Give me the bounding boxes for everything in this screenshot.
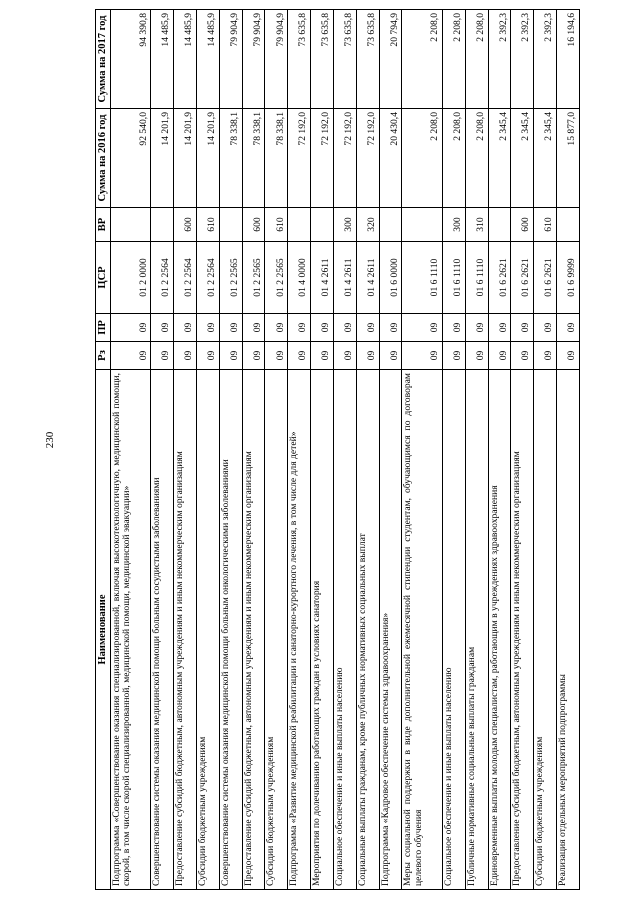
cell-name: Единовременные выплаты молодым специалистам, работающим в учреждениях здравоохранения: [488, 370, 511, 890]
table-row: [110, 10, 151, 890]
cell-sum-2017: 73 635,8: [356, 10, 379, 109]
table-row: [511, 10, 534, 890]
cell-sum-2016: 2 208,0: [402, 109, 443, 208]
table-row: [442, 10, 465, 890]
cell-rz: 09: [402, 342, 443, 370]
cell-sum-2017: 14 485,9: [151, 10, 174, 109]
cell-name: Подпрограмма «Развитие медицинской реабилитации и санаторно-курортного лечения, в том числе для детей»: [288, 370, 311, 890]
cell-vr: 600: [511, 208, 534, 242]
cell-rz: 09: [197, 342, 220, 370]
cell-name: Реализация отдельных мероприятий подпрограммы: [557, 370, 580, 890]
cell-rz: 09: [534, 342, 557, 370]
cell-csr: 01 6 9999: [557, 242, 580, 314]
cell-vr: [379, 208, 402, 242]
cell-sum-2016: 72 192,0: [288, 109, 311, 208]
cell-sum-2017: 2 392,3: [534, 10, 557, 109]
table-row: [311, 10, 334, 890]
cell-vr: [219, 208, 242, 242]
cell-pr: 09: [442, 314, 465, 342]
cell-vr: 610: [265, 208, 288, 242]
cell-sum-2017: 16 194,6: [557, 10, 580, 109]
table-row: [219, 10, 242, 890]
cell-vr: 610: [197, 208, 220, 242]
budget-table: [95, 9, 580, 890]
cell-sum-2017: 79 904,9: [265, 10, 288, 109]
cell-vr: 600: [174, 208, 197, 242]
cell-rz: 09: [219, 342, 242, 370]
cell-sum-2016: 2 208,0: [465, 109, 488, 208]
cell-name: Мероприятия по долечиванию работающих граждан в условиях санатория: [311, 370, 334, 890]
cell-csr: 01 6 2621: [488, 242, 511, 314]
cell-csr: 01 4 0000: [288, 242, 311, 314]
cell-pr: 09: [265, 314, 288, 342]
cell-csr: 01 2 2565: [242, 242, 265, 314]
cell-name: Подпрограмма «Кадровое обеспечение системы здравоохранения»: [379, 370, 402, 890]
header-csr: ЦСР: [96, 242, 111, 314]
cell-rz: 09: [242, 342, 265, 370]
cell-rz: 09: [465, 342, 488, 370]
cell-vr: 300: [442, 208, 465, 242]
cell-name: Социальное обеспечение и иные выплаты населению: [333, 370, 356, 890]
header-name: Наименование: [96, 370, 111, 890]
table-row: [534, 10, 557, 890]
cell-csr: 01 2 2565: [219, 242, 242, 314]
cell-rz: 09: [511, 342, 534, 370]
page-number: 230: [44, 431, 56, 449]
cell-name: Субсидии бюджетным учреждениям: [197, 370, 220, 890]
cell-vr: 300: [333, 208, 356, 242]
table-row: [465, 10, 488, 890]
cell-rz: 09: [110, 342, 151, 370]
header-vr: ВР: [96, 208, 111, 242]
table-row: [402, 10, 443, 890]
header-pr: ПР: [96, 314, 111, 342]
cell-pr: 09: [379, 314, 402, 342]
cell-csr: 01 2 2564: [174, 242, 197, 314]
cell-vr: 600: [242, 208, 265, 242]
cell-pr: 09: [488, 314, 511, 342]
cell-vr: [288, 208, 311, 242]
rotated-page: [95, 10, 580, 890]
cell-csr: 01 6 2621: [511, 242, 534, 314]
cell-sum-2017: 79 904,9: [242, 10, 265, 109]
table-row: [288, 10, 311, 890]
cell-sum-2016: 20 430,4: [379, 109, 402, 208]
cell-pr: 09: [557, 314, 580, 342]
cell-csr: 01 4 2611: [311, 242, 334, 314]
cell-sum-2016: 14 201,9: [151, 109, 174, 208]
cell-vr: [311, 208, 334, 242]
cell-pr: 09: [534, 314, 557, 342]
cell-pr: 09: [174, 314, 197, 342]
cell-sum-2017: 20 794,9: [379, 10, 402, 109]
cell-name: Социальное обеспечение и иные выплаты населению: [442, 370, 465, 890]
cell-pr: 09: [402, 314, 443, 342]
cell-name: Предоставление субсидий бюджетным, автономным учреждениям и иным некоммерческим организациям: [511, 370, 534, 890]
cell-pr: 09: [356, 314, 379, 342]
table-row: [356, 10, 379, 890]
cell-rz: 09: [288, 342, 311, 370]
cell-csr: 01 4 2611: [356, 242, 379, 314]
cell-name: Совершенствование системы оказания медицинской помощи больным онкологическими заболеваниями: [219, 370, 242, 890]
cell-rz: 09: [557, 342, 580, 370]
cell-rz: 09: [265, 342, 288, 370]
cell-name: Предоставление субсидий бюджетным, автономным учреждениям и иным некоммерческим организациям: [242, 370, 265, 890]
cell-pr: 09: [333, 314, 356, 342]
cell-pr: 09: [197, 314, 220, 342]
cell-sum-2017: 79 904,9: [219, 10, 242, 109]
cell-sum-2017: 73 635,8: [333, 10, 356, 109]
cell-sum-2017: 14 485,9: [197, 10, 220, 109]
cell-sum-2017: 2 208,0: [402, 10, 443, 109]
cell-name: Субсидии бюджетным учреждениям: [534, 370, 557, 890]
cell-sum-2016: 2 345,4: [534, 109, 557, 208]
cell-vr: [557, 208, 580, 242]
cell-sum-2016: 78 338,1: [219, 109, 242, 208]
cell-sum-2016: 72 192,0: [333, 109, 356, 208]
cell-pr: 09: [110, 314, 151, 342]
cell-name: Субсидии бюджетным учреждениям: [265, 370, 288, 890]
table-body: [110, 10, 579, 890]
table-row: [197, 10, 220, 890]
cell-sum-2016: 78 338,1: [242, 109, 265, 208]
cell-vr: [110, 208, 151, 242]
header-rz: Рз: [96, 342, 111, 370]
cell-pr: 09: [242, 314, 265, 342]
cell-csr: 01 4 2611: [333, 242, 356, 314]
cell-pr: 09: [288, 314, 311, 342]
header-sum-2016: Сумма на 2016 год: [96, 109, 111, 208]
cell-name: Подпрограмма «Совершенствование оказания специализированной, включая высокотехнологичную, медицинской помощи, скорой, в том числе скорой специализированной, медицинской помощи, медицинской эвакуации»: [110, 370, 151, 890]
cell-sum-2017: 2 208,0: [465, 10, 488, 109]
cell-sum-2017: 94 390,8: [110, 10, 151, 109]
cell-vr: [402, 208, 443, 242]
cell-sum-2016: 2 208,0: [442, 109, 465, 208]
cell-pr: 09: [311, 314, 334, 342]
table-row: [174, 10, 197, 890]
cell-rz: 09: [311, 342, 334, 370]
cell-pr: 09: [465, 314, 488, 342]
cell-csr: 01 6 2621: [534, 242, 557, 314]
cell-rz: 09: [488, 342, 511, 370]
cell-csr: 01 2 2564: [197, 242, 220, 314]
cell-name: Публичные нормативные социальные выплаты гражданам: [465, 370, 488, 890]
cell-sum-2017: 14 485,9: [174, 10, 197, 109]
cell-csr: 01 6 0000: [379, 242, 402, 314]
cell-rz: 09: [151, 342, 174, 370]
cell-sum-2016: 14 201,9: [174, 109, 197, 208]
cell-csr: 01 2 2564: [151, 242, 174, 314]
cell-csr: 01 6 1110: [442, 242, 465, 314]
cell-vr: 610: [534, 208, 557, 242]
cell-csr: 01 2 2565: [265, 242, 288, 314]
cell-sum-2016: 92 540,0: [110, 109, 151, 208]
cell-sum-2016: 72 192,0: [311, 109, 334, 208]
cell-sum-2016: 72 192,0: [356, 109, 379, 208]
table-row: [151, 10, 174, 890]
cell-name: Социальные выплаты гражданам, кроме публичных нормативных социальных выплат: [356, 370, 379, 890]
cell-sum-2017: 2 392,3: [511, 10, 534, 109]
cell-sum-2016: 15 877,0: [557, 109, 580, 208]
cell-sum-2017: 73 635,8: [288, 10, 311, 109]
cell-csr: 01 2 0000: [110, 242, 151, 314]
cell-vr: 310: [465, 208, 488, 242]
cell-sum-2016: 78 338,1: [265, 109, 288, 208]
cell-rz: 09: [356, 342, 379, 370]
cell-csr: 01 6 1110: [465, 242, 488, 314]
cell-vr: [151, 208, 174, 242]
cell-sum-2016: 2 345,4: [511, 109, 534, 208]
cell-sum-2016: 14 201,9: [197, 109, 220, 208]
table-row: [557, 10, 580, 890]
cell-sum-2017: 2 208,0: [442, 10, 465, 109]
cell-pr: 09: [219, 314, 242, 342]
cell-rz: 09: [442, 342, 465, 370]
cell-rz: 09: [379, 342, 402, 370]
table-row: [333, 10, 356, 890]
table-row: [265, 10, 288, 890]
cell-name: Совершенствование системы оказания медицинской помощи больным сосудистыми заболеваниями: [151, 370, 174, 890]
header-row: [96, 10, 111, 890]
cell-pr: 09: [151, 314, 174, 342]
header-sum-2017: Сумма на 2017 год: [96, 10, 111, 109]
table-row: [488, 10, 511, 890]
cell-vr: 320: [356, 208, 379, 242]
cell-name: Меры социальной поддержки в виде дополнительной ежемесячной стипендии студентам, обучающимся по договорам целевого обучения: [402, 370, 443, 890]
table-row: [242, 10, 265, 890]
cell-pr: 09: [511, 314, 534, 342]
table-row: [379, 10, 402, 890]
cell-sum-2017: 2 392,3: [488, 10, 511, 109]
cell-name: Предоставление субсидий бюджетным, автономным учреждениям и иным некоммерческим организациям: [174, 370, 197, 890]
cell-rz: 09: [333, 342, 356, 370]
cell-vr: [488, 208, 511, 242]
cell-csr: 01 6 1110: [402, 242, 443, 314]
cell-sum-2016: 2 345,4: [488, 109, 511, 208]
cell-sum-2017: 73 635,8: [311, 10, 334, 109]
cell-rz: 09: [174, 342, 197, 370]
